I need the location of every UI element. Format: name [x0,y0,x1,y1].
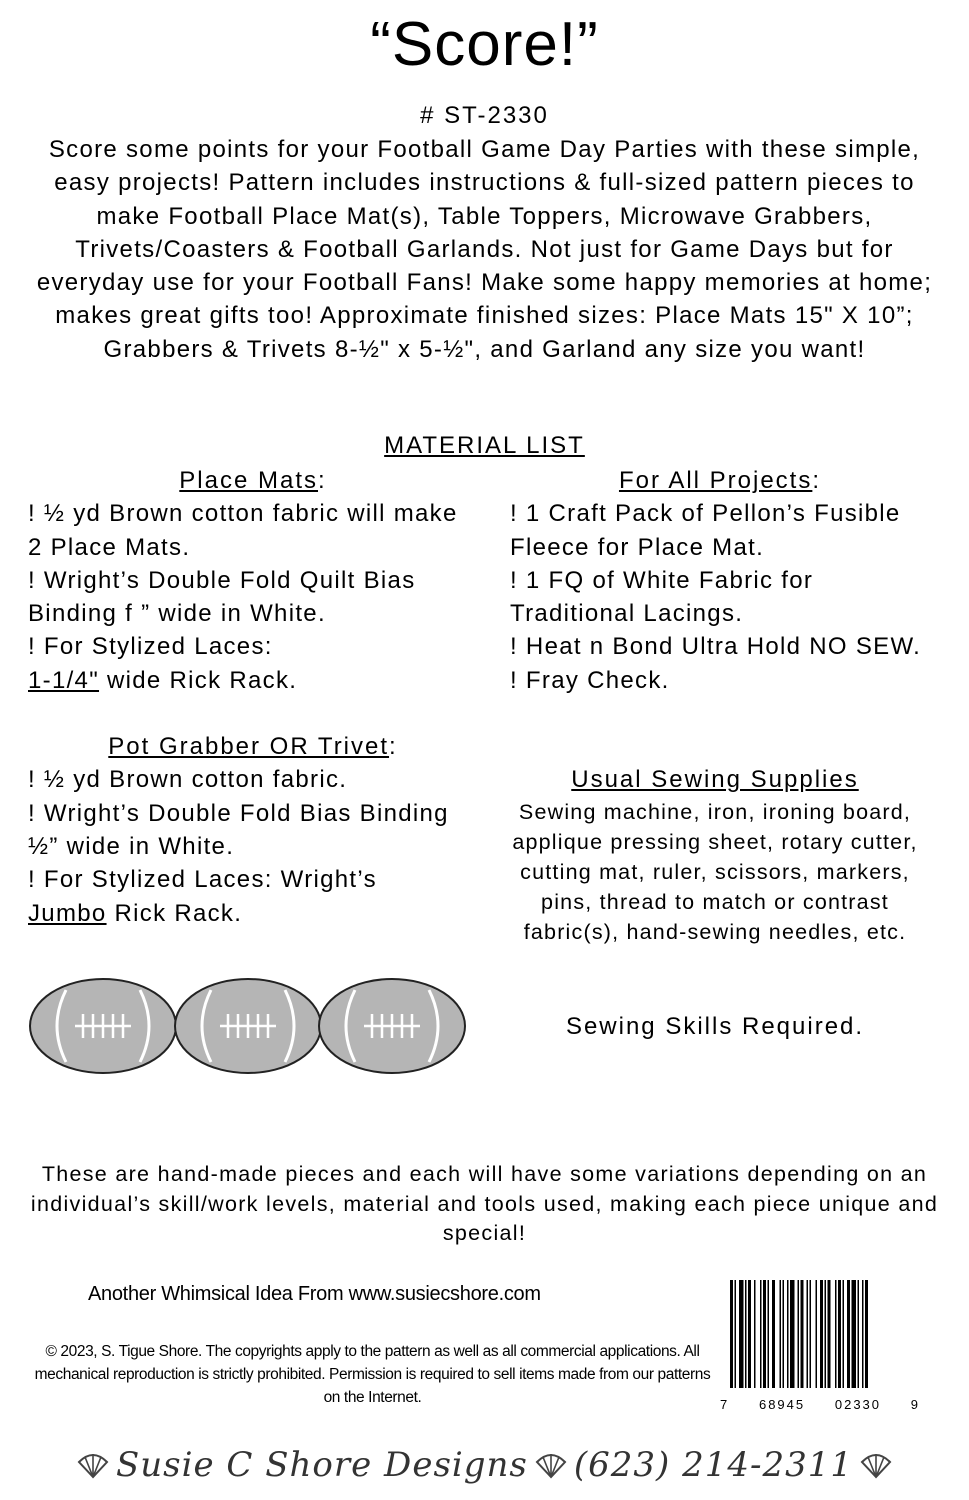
place-mats-heading: Place Mats: [179,467,327,494]
material-list-heading: MATERIAL LIST [384,432,585,459]
football-icon [175,979,321,1073]
all-projects-item: ! Heat n Bond Ultra Hold NO SEW. [510,633,922,661]
website-credit: Another Whimsical Idea From www.susiecshore.com [88,1283,541,1305]
all-projects-item: ! 1 Craft Pack of Pellon’s Fusible Fleece for Place Mat. [510,500,901,561]
rick-rack-size: 1-1/4" [28,666,100,694]
barcode-bar [745,1280,747,1388]
barcode-bar [760,1280,762,1388]
barcode-digit-group: 02330 [834,1397,882,1412]
all-projects-heading: For All Projects: [618,467,822,494]
all-projects-item: ! Fray Check. [510,666,670,694]
pattern-title: “Score!” [370,10,599,79]
barcode-bar [810,1280,812,1388]
brand-name: Susie C Shore Designs [115,1445,528,1485]
barcode-bar [838,1280,841,1388]
barcode-image [728,1280,913,1388]
phone-number: (623) 214-2311 [573,1445,854,1485]
pot-grabber-jumbo: Jumbo Rick Rack. [28,899,243,927]
barcode-bar [768,1280,770,1388]
barcode-bar [807,1280,809,1388]
brand-footer [0,1440,969,1490]
barcode-bar [820,1280,823,1388]
right-column [510,464,930,697]
pot-grabber-item: ! Wright’s Double Fold Bias Binding ½” wide in White. [28,799,449,860]
pattern-code: # ST-2330 [420,102,549,129]
left-column [28,464,478,930]
barcode-bar [835,1280,837,1388]
football-icon [30,979,176,1073]
all-projects-item: ! 1 FQ of White Fabric for Traditional Lacings. [510,566,814,628]
barcode-digit-group: 68945 [758,1397,806,1412]
barcode-bar [748,1280,751,1388]
football-icon [319,979,465,1073]
barcode-bar [735,1280,737,1388]
usual-supplies-heading: Usual Sewing Supplies [571,766,859,793]
barcode-bar [801,1280,804,1388]
seashell-icon [76,1450,110,1480]
usual-supplies-text: Sewing machine, iron, ironing board, applique pressing sheet, rotary cutter, cutting mat, ruler, scissors, markers, pins, thread to match or contrast fabric(s), hand-sewing needles, etc. [512,800,918,944]
barcode-digit-group: 7 [720,1397,730,1412]
place-mats-rick-rack: 1-1/4" wide Rick Rack. [28,666,298,694]
barcode-bar [828,1280,831,1388]
place-mats-item: ! For Stylized Laces: [28,633,273,661]
barcode-bar [816,1280,818,1388]
copyright-notice: © 2023, S. Tigue Shore. The copyrights apply to the pattern as well as all commercial applications. All mechanical reproduction is strictly prohibited. Permission is required to sell items made from our patterns on the Internet. [34,1343,711,1406]
intro-description: Score some points for your Football Game Day Parties with these simple, easy projects! Pattern includes instructions & full-sized pattern pieces to make Football Place Mat(s), Table Toppers, Microwave Grabbers, Trivets/Coasters & Football Garlands. Not just for Game Days but for everyday use for your Football Fans! Make some happy memories at home; makes great gifts too! Approximate finished sizes: Place Mats 15" X 10”; Grabbers & Trivets 8-½" x 5-½", and Garland any size you want! [36,136,933,363]
barcode-bar [787,1280,789,1388]
place-mats-item: ! Wright’s Double Fold Quilt Bias Binding f ” wide in White. [28,566,416,628]
spacer [28,697,478,730]
barcode-bar [772,1280,775,1388]
barcode-bar [852,1280,857,1388]
barcode-bar [847,1280,850,1388]
barcode-bar [783,1280,785,1388]
barcode-bar [730,1280,733,1388]
barcode-digit-group: 9 [910,1397,920,1412]
barcode-bar [865,1280,868,1388]
barcode-bar [798,1280,800,1388]
barcode-bar [754,1280,756,1388]
barcode-bar [858,1280,860,1388]
seashell-icon [534,1450,568,1480]
barcode-bar [862,1280,864,1388]
barcode-bar [780,1280,782,1388]
barcode-bar [739,1280,744,1388]
football-garland-illustration [28,976,468,1076]
pot-grabber-item: ! For Stylized Laces: Wright’s [28,866,377,894]
handmade-note: These are hand-made pieces and each will have some variations depending on an individual’s skill/work levels, material and tools used, making each piece unique and special! [30,1162,939,1245]
barcode-bar [843,1280,845,1388]
place-mats-item: ! ½ yd Brown cotton fabric will make 2 Place Mats. [28,500,458,561]
barcode-number [720,1398,920,1411]
barcode-bar [763,1280,766,1388]
barcode-bar [825,1280,827,1388]
seashell-icon [859,1450,893,1480]
barcode-bar [790,1280,795,1388]
skills-required: Sewing Skills Required. [565,1013,865,1040]
pot-grabber-heading: Pot Grabber OR Trivet: [108,733,398,761]
pot-grabber-item: ! ½ yd Brown cotton fabric. [28,766,348,794]
